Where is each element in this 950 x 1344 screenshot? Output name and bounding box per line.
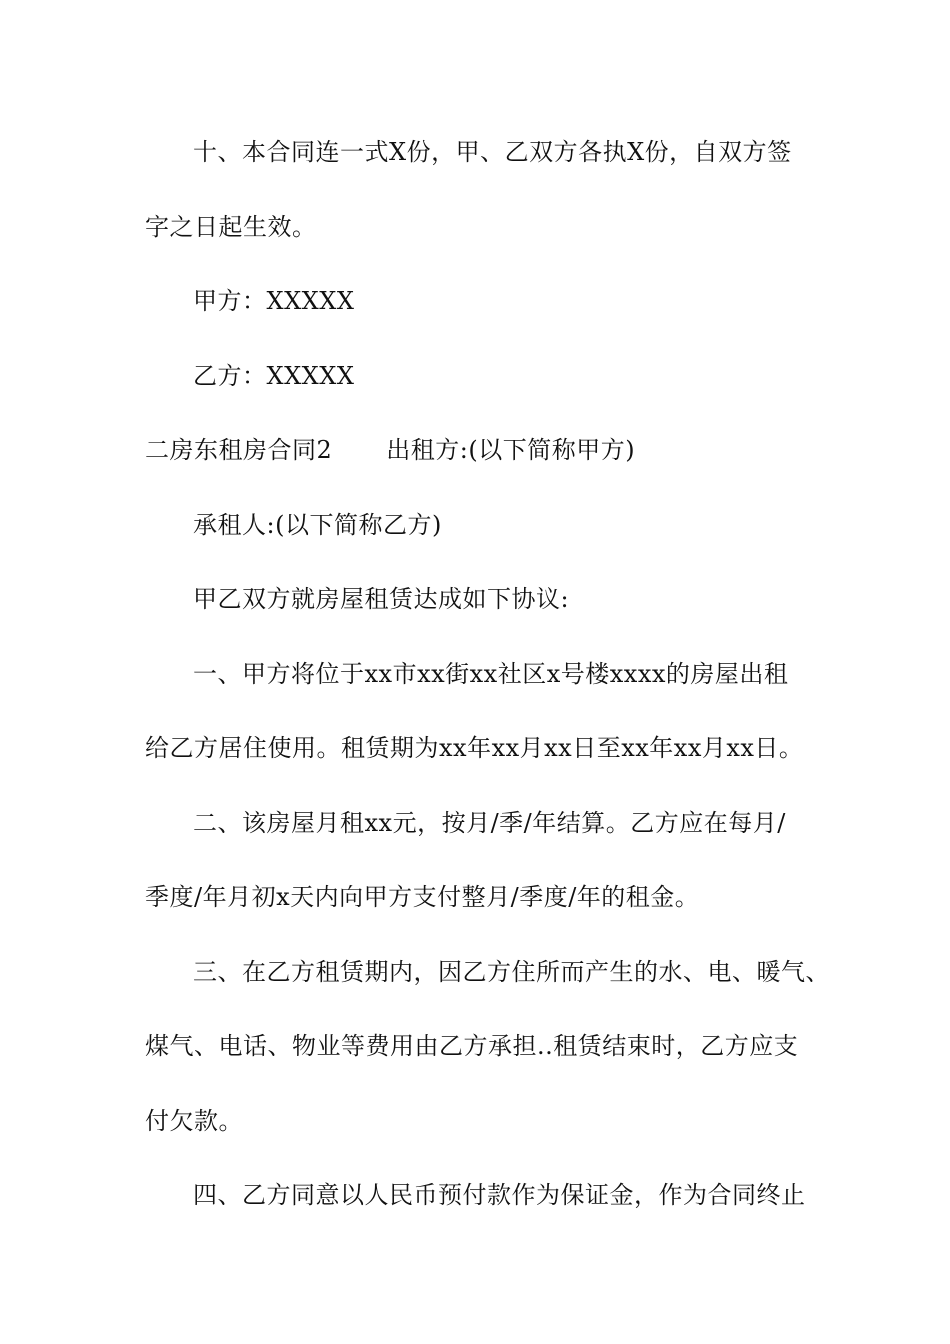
clause-ten-line-2: 字之日起生效。 <box>145 213 317 241</box>
lessor-label: 出租方:(以下简称甲方) <box>386 436 636 464</box>
contract-title-row <box>145 433 835 467</box>
clause-two-line-2: 季度/年月初x天内向甲方支付整月/季度/年的租金。 <box>145 883 700 911</box>
clause-three-line-2: 煤气、电话、物业等费用由乙方承担..租赁结束时，乙方应支 <box>145 1032 799 1060</box>
clause-three-line-1: 三、在乙方租赁期内，因乙方住所而产生的水、电、暖气、 <box>193 958 830 986</box>
clause-four-line-1: 四、乙方同意以人民币预付款作为保证金，作为合同终止 <box>193 1181 806 1209</box>
clause-three-line-3: 付欠款。 <box>145 1107 243 1135</box>
party-b-signature: 乙方：XXXXX <box>193 362 355 390</box>
contract-title: 二房东租房合同2 <box>145 436 333 464</box>
clause-ten-line-1: 十、本合同连一式X份，甲、乙双方各执X份，自双方签 <box>193 138 792 166</box>
agreement-intro: 甲乙双方就房屋租赁达成如下协议: <box>193 585 570 613</box>
clause-one-line-1: 一、甲方将位于xx市xx街xx社区x号楼xxxx的房屋出租 <box>193 660 789 688</box>
clause-two-line-1: 二、该房屋月租xx元，按月/季/年结算。乙方应在每月/ <box>193 809 786 837</box>
clause-one-line-2: 给乙方居住使用。租赁期为xx年xx月xx日至xx年xx月xx日。 <box>145 734 804 762</box>
party-a-signature: 甲方：XXXXX <box>193 287 355 315</box>
lessee-label: 承租人:(以下简称乙方) <box>193 511 442 539</box>
